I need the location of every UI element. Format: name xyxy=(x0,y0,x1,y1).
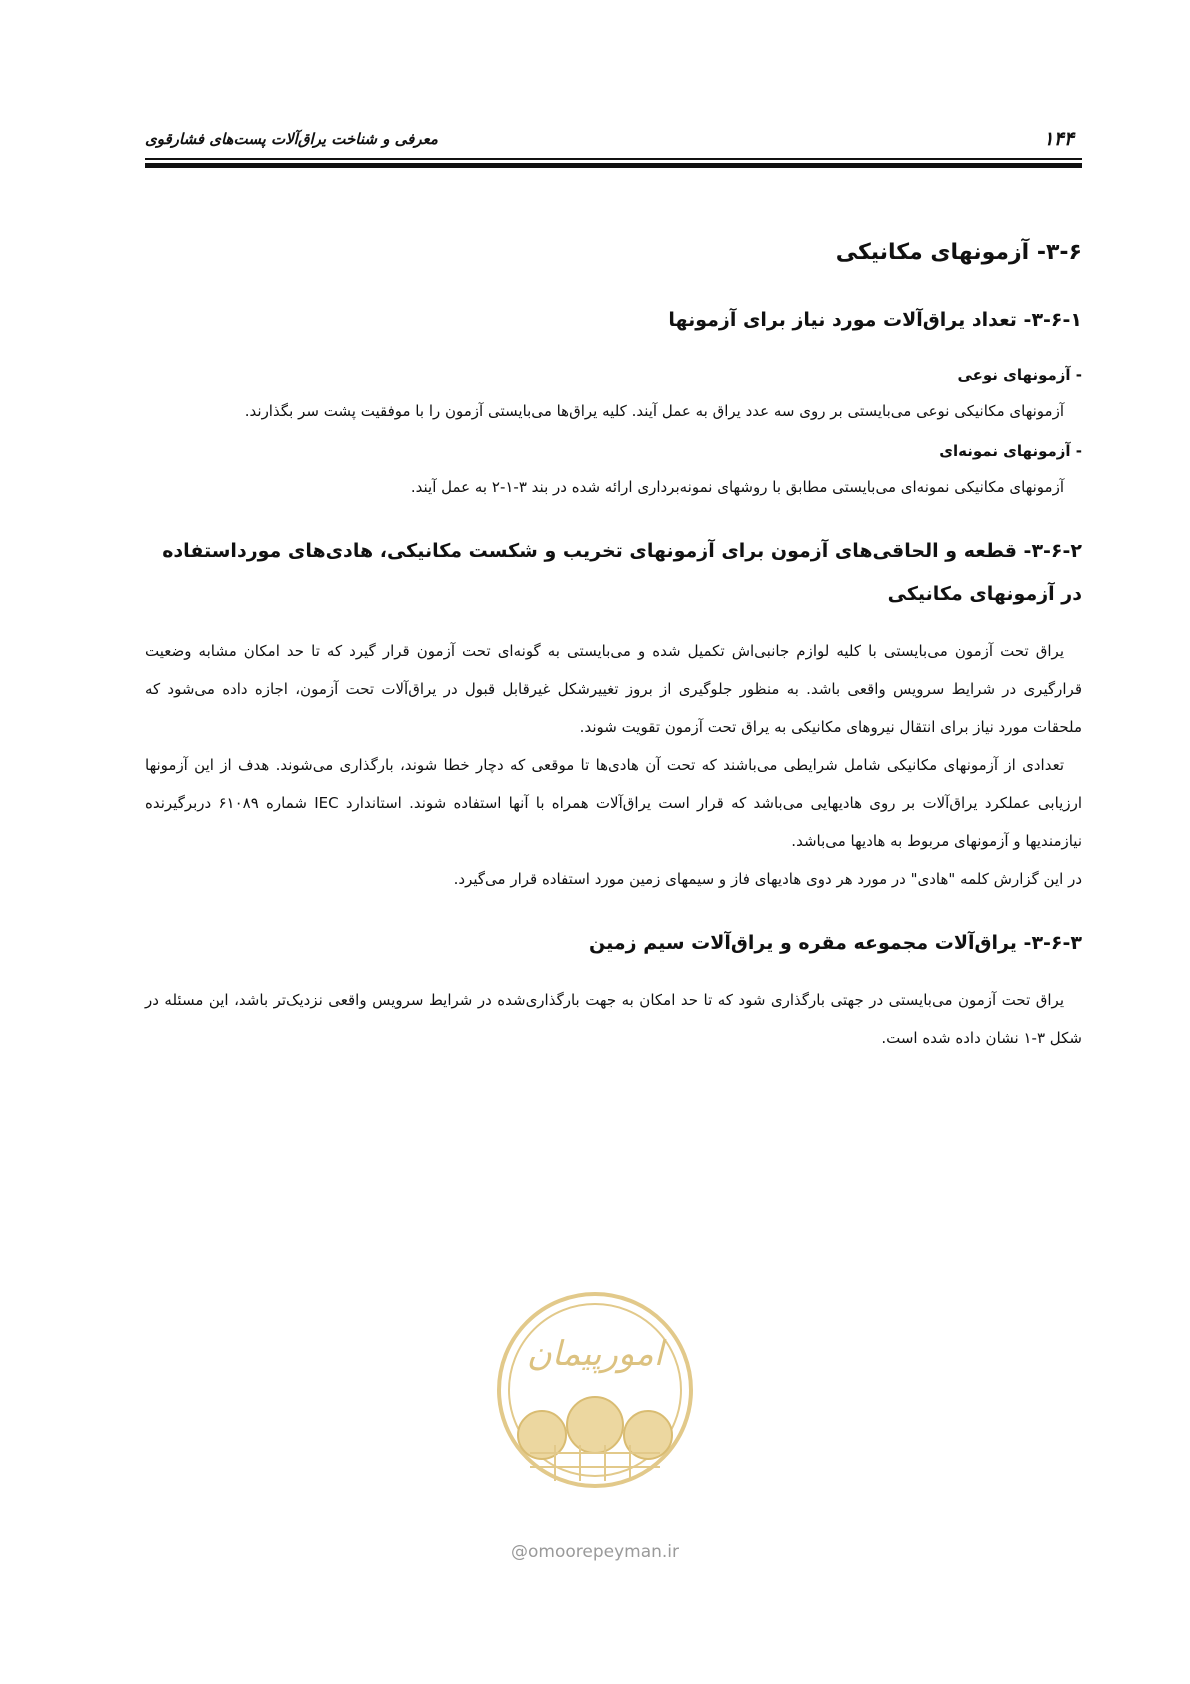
header-rule-thin xyxy=(145,158,1082,160)
page-number: ۱۴۴ xyxy=(1043,128,1074,150)
header-rule-thick xyxy=(145,163,1082,168)
sample-tests-paragraph: آزمونهای مکانیکی نمونه‌ای می‌بایستی مطابق با روشهای نمونه‌برداری ارائه شده در بند ۳-۱-۲ به عمل آیند. xyxy=(410,478,1064,496)
subsection-2-heading: ۳-۶-۲- قطعه و الحاقی‌های آزمون برای آزمونهای تخریب و شکست مکانیکی، هادی‌های مورداستفاده در آزمونهای مکانیکی xyxy=(162,540,1082,605)
type-tests-paragraph: آزمونهای مکانیکی نوعی می‌بایستی بر روی سه عدد یراق به عمل آیند. کلیه یراق‌ها می‌بایستی آزمون را با موفقیت پشت سر بگذارند. xyxy=(244,402,1064,420)
book-title: معرفی و شناخت یراق‌آلات پست‌های فشارقوی xyxy=(145,130,438,148)
watermark-logo-icon xyxy=(480,1285,710,1495)
subsection-2-paragraph-3: در این گزارش کلمه "هادی" در مورد هر دوی هادیهای فاز و سیمهای زمین مورد استفاده قرار می‌گیرد. xyxy=(453,870,1082,888)
subsection-3-paragraph-1: یراق تحت آزمون می‌بایستی در جهتی بارگذاری شود که تا حد امکان به جهت بارگذاری‌شده در شرایط سرویس واقعی نزدیک‌تر باشد، این مسئله در شکل ۳-۱ نشان داده شده است. xyxy=(145,991,1082,1047)
running-header xyxy=(145,128,1082,168)
watermark-logo-text: امورپیمان xyxy=(526,1334,664,1374)
type-tests-label: - آزمونهای نوعی xyxy=(957,366,1082,384)
subsection-2-paragraph-1: یراق تحت آزمون می‌بایستی با کلیه لوازم جانبی‌اش تکمیل شده و می‌بایستی به گونه‌ای تحت آزمون قرار گیرد که تا حد امکان مشابه وضعیت قرارگیری در شرایط سرویس واقعی باشد. به منظور جلوگیری از بروز تغییرشکل غیرقابل قبول در یراق‌آلات تحت آزمون، اجازه داده می‌شود که ملحقات مورد نیاز برای انتقال نیروهای مکانیکی به یراق تحت آزمون تقویت شوند. xyxy=(145,642,1082,736)
subsection-2-paragraph-2: تعدادی از آزمونهای مکانیکی شامل شرایطی می‌باشند که تحت آن هادی‌ها تا موقعی که دچار خطا شوند، بارگذاری می‌شوند. هدف از این آزمونها ارزیابی عملکرد یراق‌آلات بر روی هادیهایی می‌باشد که قرار است یراق‌آلات همراه با آنها استفاده شوند. استاندارد IEC شماره ۶۱۰۸۹ دربرگیرنده نیازمندیها و آزمونهای مربوط به هادیها می‌باشد. xyxy=(145,756,1082,850)
body-content xyxy=(145,240,1082,1057)
sample-tests-label: - آزمونهای نمونه‌ای xyxy=(939,442,1082,460)
subsection-1-heading: ۳-۶-۱- تعداد یراق‌آلات مورد نیاز برای آزمونها xyxy=(668,309,1082,331)
section-heading: ۳-۶- آزمونهای مکانیکی xyxy=(835,240,1082,265)
watermark-url: @omoorepeyman.ir xyxy=(510,1542,680,1562)
subsection-3-heading: ۳-۶-۳- یراق‌آلات مجموعه مقره و یراق‌آلات سیم زمین xyxy=(589,932,1082,954)
